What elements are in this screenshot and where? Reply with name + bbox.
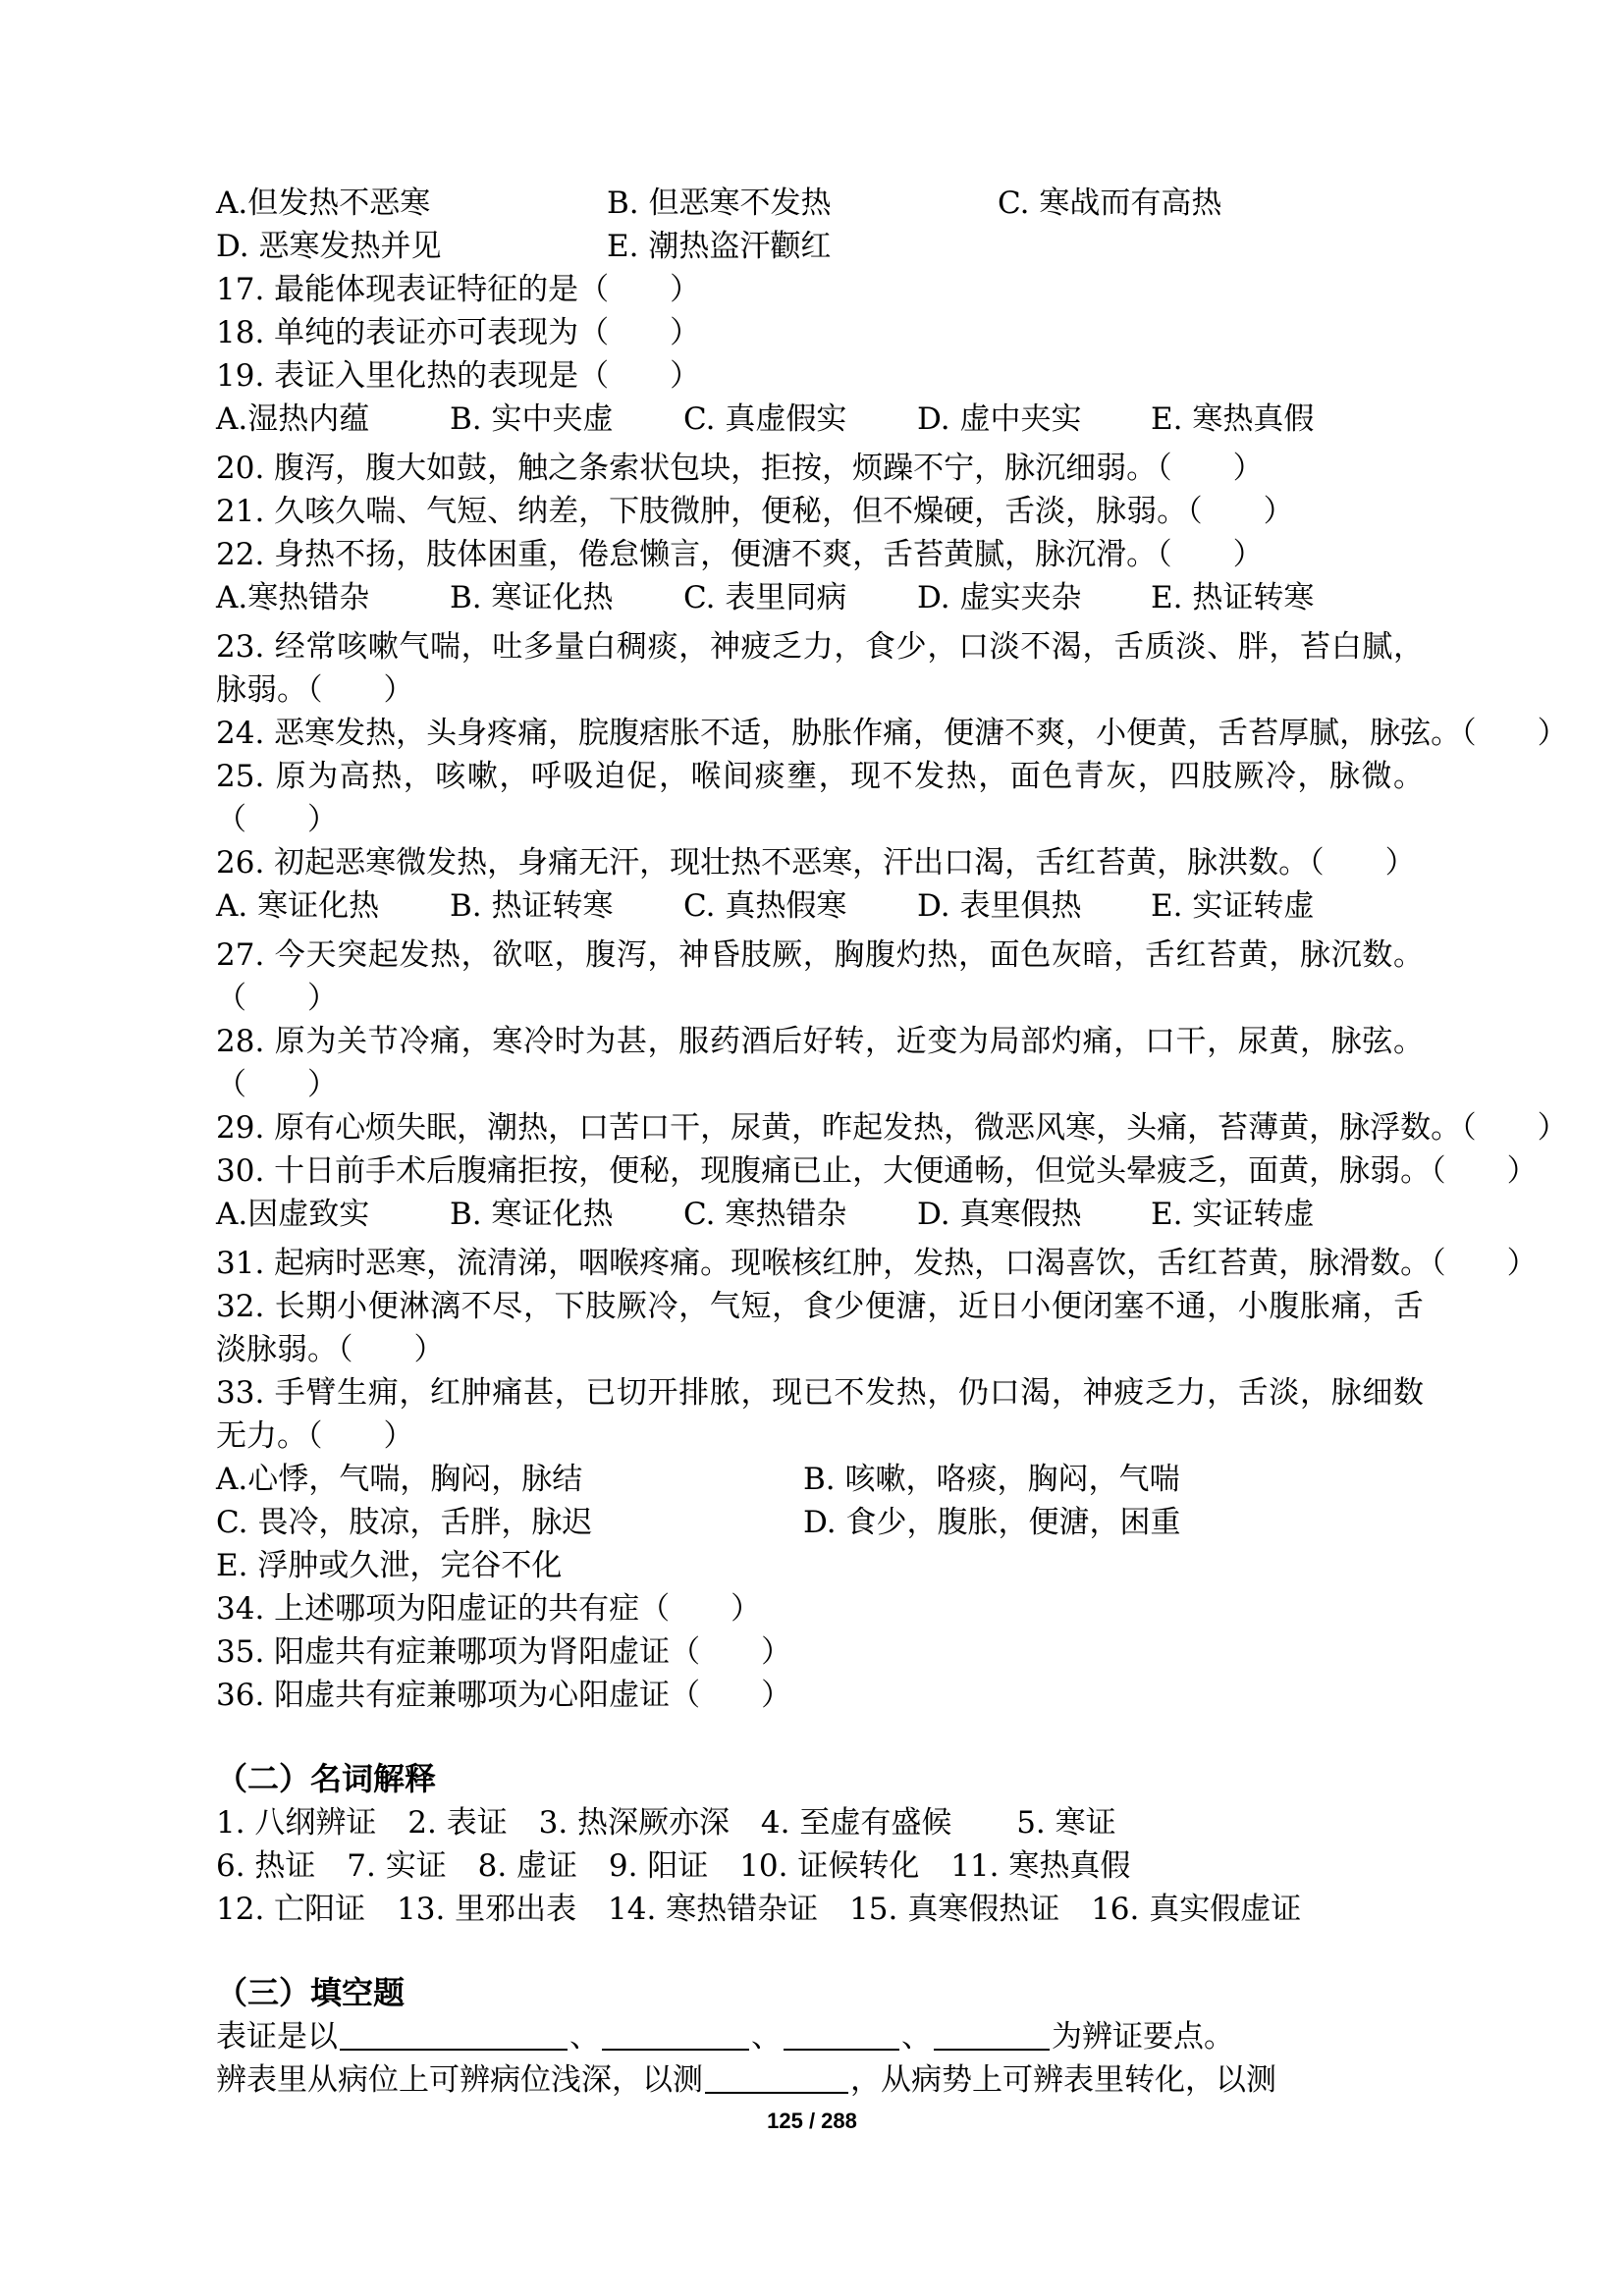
option: D. 表里俱热 — [917, 888, 1082, 924]
separator: 、 — [901, 2019, 932, 2055]
fill-question-2 — [216, 2058, 1424, 2102]
question-20: 20. 腹泻，腹大如鼓，触之条索状包块，拒按，烦躁不宁，脉沉细弱。（ ） — [216, 451, 1264, 486]
option: B. 实中夹虚 — [450, 401, 614, 437]
term: 3. 热深厥亦深 — [538, 1805, 731, 1841]
blank-line[interactable] — [705, 2062, 848, 2094]
question-35: 35. 阳虚共有症兼哪项为肾阳虚证（ ） — [216, 1634, 792, 1670]
question-28: 28. 原为关节冷痛，寒冷时为甚，服药酒后好转，近变为局部灼痛，口干，尿黄，脉弦。（ ） — [216, 1024, 1424, 1102]
terms-row — [216, 1888, 1424, 1931]
options-row — [216, 576, 1424, 619]
question-30: 30. 十日前手术后腹痛拒按，便秘，现腹痛已止，大便通畅，但觉头晕疲乏，面黄，脉弱。（ ） — [216, 1153, 1538, 1189]
section-heading-fill: （三）填空题 — [216, 1974, 406, 2011]
options-row — [216, 1458, 1424, 1501]
option: B. 但恶寒不发热 — [607, 186, 832, 221]
fill-text: 辨表里从病位上可辨病位浅深，以测 — [216, 2062, 703, 2098]
question-31: 31. 起病时恶寒，流清涕，咽喉疼痛。现喉核红肿，发热，口渴喜饮，舌红苔黄，脉滑数。（ ） — [216, 1246, 1538, 1281]
options-row — [216, 182, 1424, 225]
option: C. 畏冷，肢凉，舌胖，脉迟 — [216, 1505, 593, 1540]
blank-line[interactable] — [784, 2019, 899, 2051]
separator: 、 — [751, 2019, 782, 2055]
term: 11. 寒热真假 — [950, 1848, 1131, 1884]
term: 15. 真寒假热证 — [849, 1892, 1060, 1927]
term: 1. 八纲辨证 — [216, 1805, 377, 1841]
option: D. 虚中夹实 — [917, 401, 1082, 437]
option: E. 实证转虚 — [1151, 1197, 1315, 1232]
section-heading-terms: （二）名词解释 — [216, 1760, 437, 1797]
term: 7. 实证 — [347, 1848, 447, 1884]
blank-line[interactable] — [934, 2019, 1050, 2051]
options-row — [216, 884, 1424, 928]
blank-line[interactable] — [602, 2019, 749, 2051]
question-26: 26. 初起恶寒微发热，身痛无汗，现壮热不恶寒，汗出口渴，舌红苔黄，脉洪数。（ ） — [216, 845, 1416, 881]
option: C. 真热假寒 — [683, 888, 847, 924]
term: 9. 阳证 — [608, 1848, 709, 1884]
term: 10. 证候转化 — [739, 1848, 920, 1884]
question-23: 23. 经常咳嗽气喘，吐多量白稠痰，神疲乏力，食少，口淡不渴，舌质淡、胖，苔白腻，脉弱。（ ） — [216, 629, 1424, 708]
option: A.心悸，气喘，胸闷，脉结 — [216, 1462, 583, 1497]
option: C. 表里同病 — [683, 580, 847, 615]
question-18: 18. 单纯的表证亦可表现为（ ） — [216, 315, 701, 350]
option: B. 寒证化热 — [450, 580, 614, 615]
question-19: 19. 表证入里化热的表现是（ ） — [216, 358, 701, 394]
question-22: 22. 身热不扬，肢体困重，倦怠懒言，便溏不爽，舌苔黄腻，脉沉滑。（ ） — [216, 537, 1264, 572]
term: 16. 真实假虚证 — [1091, 1892, 1302, 1927]
question-25: 25. 原为高热，咳嗽，呼吸迫促，喉间痰壅，现不发热，面色青灰，四肢厥冷，脉微。（ ） — [216, 759, 1424, 837]
option: C. 真虚假实 — [683, 401, 847, 437]
option: D. 恶寒发热并见 — [216, 229, 442, 264]
option: B. 寒证化热 — [450, 1197, 614, 1232]
question-21: 21. 久咳久喘、气短、纳差，下肢微肿，便秘，但不燥硬，舌淡，脉弱。（ ） — [216, 494, 1294, 529]
term: 6. 热证 — [216, 1848, 316, 1884]
question-24: 24. 恶寒发热，头身疼痛，脘腹痞胀不适，胁胀作痛，便溏不爽，小便黄，舌苔厚腻，脉弦。（ ） — [216, 716, 1568, 751]
option: E. 寒热真假 — [1151, 401, 1315, 437]
term: 8. 虚证 — [477, 1848, 578, 1884]
option: E. 热证转寒 — [1151, 580, 1315, 615]
question-29: 29. 原有心烦失眠，潮热，口苦口干，尿黄，昨起发热，微恶风寒，头痛，苔薄黄，脉浮数。（ ） — [216, 1110, 1568, 1146]
question-36: 36. 阳虚共有症兼哪项为心阳虚证（ ） — [216, 1678, 792, 1713]
options-row — [216, 225, 1424, 268]
term: 14. 寒热错杂证 — [608, 1892, 819, 1927]
option: D. 食少，腹胀，便溏，困重 — [803, 1505, 1181, 1540]
term: 13. 里邪出表 — [397, 1892, 577, 1927]
question-34: 34. 上述哪项为阳虚证的共有症（ ） — [216, 1591, 762, 1627]
fill-question-1 — [216, 2015, 1424, 2058]
option: E. 实证转虚 — [1151, 888, 1315, 924]
page-number: 125 / 288 — [767, 2109, 857, 2133]
blank-line[interactable] — [340, 2019, 568, 2051]
term: 4. 至虚有盛候 — [760, 1805, 952, 1841]
options-row — [216, 1544, 1424, 1587]
question-27: 27. 今天突起发热，欲呕，腹泻，神昏肢厥，胸腹灼热，面色灰暗，舌红苔黄，脉沉数。（ ） — [216, 937, 1424, 1016]
term: 5. 寒证 — [1016, 1805, 1116, 1841]
option: C. 寒战而有高热 — [998, 186, 1222, 221]
question-33: 33. 手臂生痈，红肿痛甚，已切开排脓，现已不发热，仍口渴，神疲乏力，舌淡，脉细数无力。（ ） — [216, 1375, 1424, 1454]
option: B. 咳嗽，咯痰，胸闷，气喘 — [803, 1462, 1180, 1497]
term: 2. 表证 — [407, 1805, 508, 1841]
question-17: 17. 最能体现表证特征的是（ ） — [216, 272, 701, 307]
question-32: 32. 长期小便淋漓不尽，下肢厥冷，气短，食少便溏，近日小便闭塞不通，小腹胀痛，舌淡脉弱。（ ） — [216, 1289, 1424, 1367]
fill-text: ，从病势上可辨表里转化，以测 — [850, 2062, 1276, 2098]
option: A.湿热内蕴 — [216, 401, 370, 437]
option: E. 浮肿或久泄，完谷不化 — [216, 1548, 563, 1583]
document-body — [216, 182, 1568, 2102]
option: E. 潮热盗汗颧红 — [607, 229, 832, 264]
option: A.寒热错杂 — [216, 580, 370, 615]
fill-text: 表证是以 — [216, 2019, 338, 2055]
separator: 、 — [569, 2019, 600, 2055]
option: B. 热证转寒 — [450, 888, 614, 924]
option: A.因虚致实 — [216, 1197, 370, 1232]
option: C. 寒热错杂 — [683, 1197, 847, 1232]
fill-text: 为辨证要点。 — [1052, 2019, 1234, 2055]
options-row — [216, 1193, 1424, 1236]
options-row — [216, 398, 1424, 441]
option: D. 真寒假热 — [917, 1197, 1082, 1232]
terms-row — [216, 1801, 1424, 1844]
option: D. 虚实夹杂 — [917, 580, 1082, 615]
option: A.但发热不恶寒 — [216, 186, 431, 221]
terms-row — [216, 1844, 1424, 1888]
option: A. 寒证化热 — [216, 888, 380, 924]
options-row — [216, 1501, 1424, 1544]
term: 12. 亡阳证 — [216, 1892, 366, 1927]
